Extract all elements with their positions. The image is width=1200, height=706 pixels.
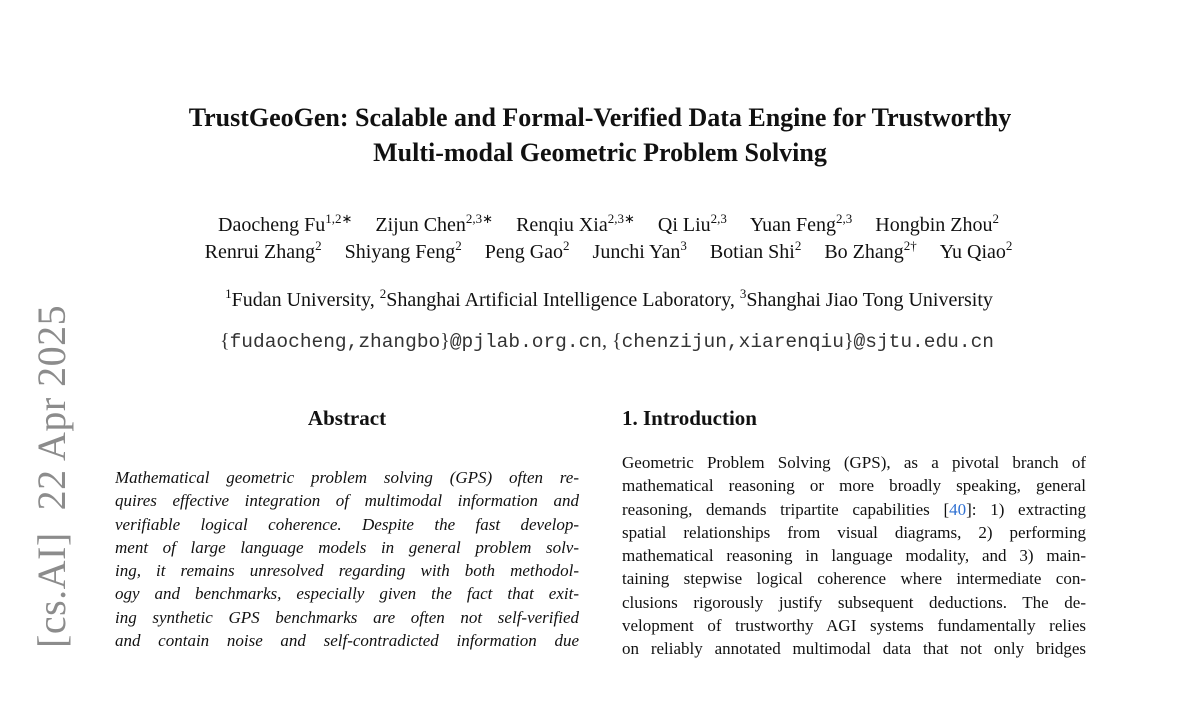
- abstract-line: quires effective integration of multimodal information and: [115, 491, 579, 511]
- email-brace: {: [611, 330, 622, 352]
- author-name: Daocheng Fu: [218, 214, 326, 236]
- email-domain: @pjlab.org.cn: [449, 331, 602, 353]
- abstract-line: verifiable logical coherence. Despite the fast develop-: [115, 514, 579, 534]
- affiliation-mark: 3: [739, 286, 747, 301]
- abstract-line: ing synthetic GPS benchmarks are often not self-verified: [115, 607, 579, 627]
- author-affiliation-mark: 2: [992, 211, 999, 226]
- author: [658, 212, 727, 239]
- author-name: Renrui Zhang: [204, 241, 316, 263]
- abstract-text: [115, 466, 579, 706]
- introduction-line: on reliably annotated multimodal data that not only bridges: [622, 639, 1086, 659]
- introduction-line-text: reasoning, demands tripartite capabilities [: [622, 499, 950, 519]
- email-brace: {: [220, 330, 230, 352]
- author: [593, 239, 687, 266]
- author-name: Junchi Yan: [592, 241, 681, 263]
- author-affiliation-mark: 2: [455, 238, 462, 253]
- author-affiliation-mark: 2,3: [836, 211, 853, 226]
- email-users: fudaocheng,zhangbo: [229, 331, 441, 353]
- affiliation-name: Shanghai Artificial Intelligence Laboratory,: [386, 289, 735, 311]
- author-affiliation-mark: 2: [794, 238, 802, 253]
- introduction-line: spatial relationships from visual diagrams, 2) performing: [622, 522, 1086, 542]
- arxiv-date: 22 Apr 2025: [29, 304, 74, 511]
- abstract-line: ogy and benchmarks, especially given the fact that exit-: [115, 584, 579, 604]
- author: [516, 212, 635, 239]
- author-name: Zijun Chen: [375, 214, 466, 236]
- author-affiliation-mark: 2†: [903, 238, 917, 253]
- introduction-line: Geometric Problem Solving (GPS), as a pivotal branch of: [622, 453, 1086, 472]
- author-name: Bo Zhang: [824, 241, 904, 263]
- affiliation-mark: 2: [379, 286, 387, 301]
- author-affiliation-mark: 3: [680, 238, 687, 253]
- author-name: Qi Liu: [657, 214, 711, 236]
- abstract-section: [115, 402, 579, 706]
- author: [824, 239, 916, 266]
- author-affiliation-mark: 2: [563, 238, 570, 253]
- abstract-heading: Abstract: [307, 406, 387, 430]
- abstract-line: and contain noise and self-contradicted information due: [115, 631, 579, 651]
- abstract-line: Mathematical geometric problem solving (GPS) often re-: [115, 468, 579, 487]
- introduction-line: mathematical reasoning or more broadly speaking, general: [622, 476, 1086, 496]
- author-affiliation-mark: 2,3: [710, 211, 727, 226]
- author-row-2: [0, 239, 1200, 266]
- email-brace: }: [440, 330, 450, 352]
- author: [875, 212, 999, 239]
- abstract-line: ment of large language models in general problem solv-: [115, 537, 579, 557]
- author-name: Yuan Feng: [749, 214, 837, 236]
- author-name: Yu Qiao: [939, 241, 1006, 263]
- title-line-2: Multi-modal Geometric Problem Solving: [373, 138, 827, 167]
- introduction-heading: 1. Introduction: [622, 406, 757, 430]
- email-users: chenzijun,xiarenqiu: [621, 331, 844, 353]
- author-name: Renqiu Xia: [516, 214, 608, 236]
- arxiv-stamp: [29, 304, 74, 648]
- author: [940, 239, 1013, 266]
- author: [710, 239, 802, 266]
- author-affiliation-mark: 2,3∗: [607, 211, 635, 226]
- introduction-line: velopment of trustworthy AGI systems fundamentally relies: [622, 616, 1086, 636]
- author: [485, 239, 570, 266]
- author: [345, 239, 462, 266]
- affiliation-name: Fudan University,: [231, 289, 375, 311]
- author-name: Peng Gao: [484, 241, 564, 263]
- affiliation-name: Shanghai Jiao Tong University: [746, 289, 993, 311]
- author: [205, 239, 322, 266]
- email-addresses: [0, 327, 1200, 356]
- email-brace: }: [843, 330, 854, 352]
- introduction-text: [622, 451, 1086, 691]
- author: [750, 212, 852, 239]
- introduction-line: clusions rigorously justify subsequent deductions. The de-: [622, 592, 1086, 612]
- author-affiliation-mark: 2: [315, 238, 322, 253]
- affiliation-list: [0, 286, 1200, 314]
- introduction-line: taining stepwise logical coherence where intermediate con-: [622, 569, 1086, 589]
- introduction-line: mathematical reasoning in language modality, and 3) main-: [622, 546, 1086, 566]
- author-affiliation-mark: 2: [1005, 238, 1013, 253]
- author: [218, 212, 352, 239]
- author-name: Shiyang Feng: [344, 241, 456, 263]
- introduction-line-text: ]: 1) extracting: [966, 499, 1086, 519]
- introduction-line: [622, 498, 1086, 521]
- title-line-1: TrustGeoGen: Scalable and Formal-Verified Data Engine for Trustworthy: [188, 103, 1012, 132]
- affiliation-mark: 1: [225, 286, 232, 301]
- email-separator: ,: [601, 330, 607, 352]
- arxiv-category: [cs.AI]: [29, 532, 74, 648]
- email-domain: @sjtu.edu.cn: [853, 331, 994, 353]
- abstract-line: ing, it remains unresolved regarding with both methodol-: [115, 561, 579, 581]
- citation-link[interactable]: 40: [949, 499, 967, 519]
- author-affiliation-mark: 2,3∗: [465, 211, 494, 226]
- author-name: Hongbin Zhou: [875, 214, 993, 236]
- author-row-1: [0, 212, 1200, 239]
- paper-title: [0, 100, 1200, 170]
- author-list: [0, 212, 1200, 266]
- author: [375, 212, 493, 239]
- author-name: Botian Shi: [709, 241, 795, 263]
- author-affiliation-mark: 1,2∗: [325, 211, 353, 226]
